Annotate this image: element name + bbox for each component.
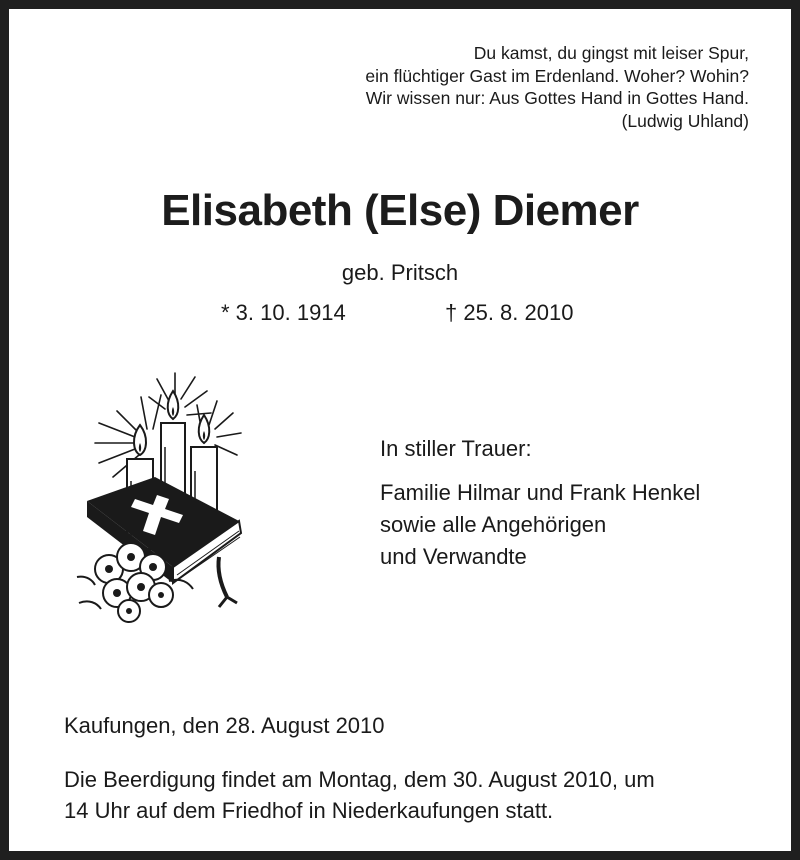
poem-line: Du kamst, du gingst mit leiser Spur, — [473, 43, 749, 63]
mourners-line: sowie alle Angehörigen — [380, 512, 607, 537]
maiden-name: geb. Pritsch — [341, 260, 459, 285]
funeral-info — [64, 764, 764, 826]
mourners-line: und Verwandte — [380, 544, 527, 569]
mourners-intro: In stiller Trauer: — [380, 436, 532, 461]
funeral-line: 14 Uhr auf dem Friedhof in Niederkaufungen statt. — [64, 798, 554, 823]
poem-line: Wir wissen nur: Aus Gottes Hand in Gottes Hand. — [365, 88, 749, 108]
mourners — [380, 433, 700, 573]
poem — [365, 42, 749, 132]
deceased-name: Elisabeth (Else) Diemer — [161, 186, 639, 235]
candles-bible-flowers-icon — [69, 371, 259, 629]
mourners-line: Familie Hilmar und Frank Henkel — [380, 480, 701, 505]
birth-date: * 3. 10. 1914 — [221, 300, 346, 325]
poem-author: (Ludwig Uhland) — [621, 110, 749, 131]
poem-line: ein flüchtiger Gast im Erdenland. Woher? Wohin? — [365, 65, 749, 86]
place-date: Kaufungen, den 28. August 2010 — [64, 713, 385, 738]
death-date: † 25. 8. 2010 — [445, 300, 574, 325]
funeral-line: Die Beerdigung findet am Montag, dem 30. August 2010, um — [64, 767, 655, 792]
